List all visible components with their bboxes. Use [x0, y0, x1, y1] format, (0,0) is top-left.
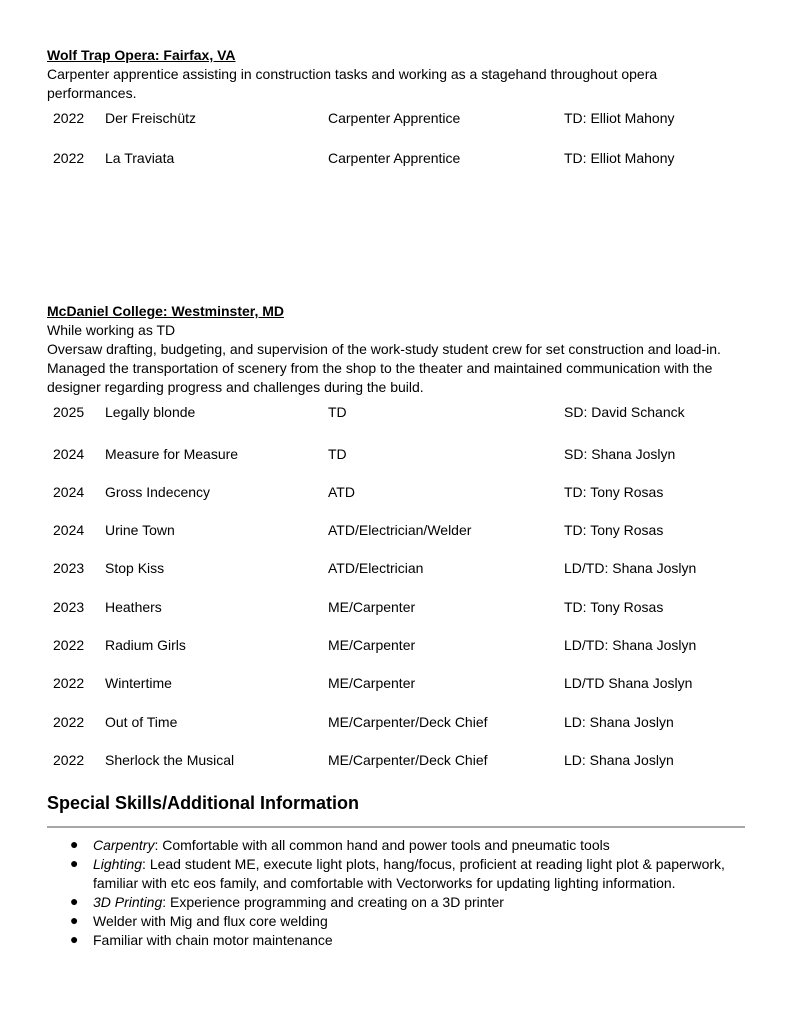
credit-year: 2022 [53, 110, 85, 126]
credit-contact: TD: Tony Rosas [564, 599, 664, 615]
credit-contact: TD: Tony Rosas [564, 522, 664, 538]
credit-title: Sherlock the Musical [105, 752, 235, 768]
mcdaniel-description-line-3: Managed the transportation of scenery from the shop to the theater and maintained communication with the [47, 360, 713, 376]
credit-contact: TD: Elliot Mahony [564, 150, 675, 166]
skill-text: : Comfortable with all common hand and power tools and pneumatic tools [154, 837, 610, 853]
skill-text: : Lead student ME, execute light plots, hang/focus, proficient at reading light plot & paperwork, familiar with etc eos family, and comfortable with Vectorworks for updating lighting information. [93, 856, 725, 891]
credit-contact: LD/TD Shana Joslyn [564, 675, 693, 691]
credit-title: Radium Girls [105, 637, 186, 653]
credit-year: 2022 [53, 714, 85, 730]
credit-role: ME/Carpenter [328, 675, 416, 691]
credit-year: 2023 [53, 599, 85, 615]
credit-contact: LD: Shana Joslyn [564, 752, 674, 768]
credit-contact: TD: Tony Rosas [564, 484, 664, 500]
credit-role: Carpenter Apprentice [328, 150, 461, 166]
divider [47, 826, 745, 828]
section-heading-wolf-trap: Wolf Trap Opera: Fairfax, VA [47, 47, 236, 63]
credit-role: ME/Carpenter/Deck Chief [328, 714, 488, 730]
credit-year: 2024 [53, 446, 85, 462]
credit-year: 2025 [53, 404, 85, 420]
credit-title: Stop Kiss [105, 560, 165, 576]
credit-title: Measure for Measure [105, 446, 239, 462]
credit-contact: LD/TD: Shana Joslyn [564, 637, 697, 653]
credit-role: Carpenter Apprentice [328, 110, 461, 126]
wolf-trap-description-line-2: performances. [47, 85, 137, 101]
credit-role: ME/Carpenter [328, 599, 416, 615]
credit-title: Legally blonde [105, 404, 196, 420]
bullet-icon: ● [70, 931, 79, 947]
credit-role: TD [328, 446, 347, 462]
bullet-icon: ● [70, 836, 79, 852]
credit-title: Heathers [105, 599, 162, 615]
credit-title: Out of Time [105, 714, 178, 730]
skills-heading: Special Skills/Additional Information [47, 793, 360, 813]
bullet-icon: ● [70, 893, 79, 909]
mcdaniel-description-line-2: Oversaw drafting, budgeting, and supervision of the work-study student crew for set construction and load-in. [47, 341, 721, 357]
credit-contact: SD: Shana Joslyn [564, 446, 676, 462]
credit-year: 2022 [53, 150, 85, 166]
credit-role: ME/Carpenter [328, 637, 416, 653]
section-heading-mcdaniel: McDaniel College: Westminster, MD [47, 303, 285, 319]
skill-text: Familiar with chain motor maintenance [93, 932, 333, 948]
credit-role: ME/Carpenter/Deck Chief [328, 752, 488, 768]
credit-year: 2022 [53, 637, 85, 653]
skill-label: Carpentry [93, 837, 155, 853]
credit-year: 2022 [53, 675, 85, 691]
credit-year: 2023 [53, 560, 85, 576]
skill-text: : Experience programming and creating on a 3D printer [162, 894, 504, 910]
credit-year: 2024 [53, 484, 85, 500]
credit-title: Gross Indecency [105, 484, 211, 500]
credit-title: Der Freischütz [105, 110, 197, 126]
credit-role: ATD/Electrician [328, 560, 424, 576]
skill-label: Lighting [93, 856, 143, 872]
credit-year: 2022 [53, 752, 85, 768]
credit-contact: LD/TD: Shana Joslyn [564, 560, 697, 576]
credit-role: ATD/Electrician/Welder [328, 522, 472, 538]
skill-label: 3D Printing [93, 894, 163, 910]
credit-contact: LD: Shana Joslyn [564, 714, 674, 730]
mcdaniel-description-line-1: While working as TD [47, 322, 176, 338]
credit-title: Wintertime [105, 675, 172, 691]
credit-contact: TD: Elliot Mahony [564, 110, 675, 126]
credit-year: 2024 [53, 522, 85, 538]
credit-contact: SD: David Schanck [564, 404, 685, 420]
credit-title: La Traviata [105, 150, 175, 166]
mcdaniel-description-line-4: designer regarding progress and challenges during the build. [47, 379, 424, 395]
bullet-icon: ● [70, 912, 79, 928]
skill-text: Welder with Mig and flux core welding [93, 913, 328, 929]
credit-role: ATD [328, 484, 355, 500]
bullet-icon: ● [70, 855, 79, 871]
credit-title: Urine Town [105, 522, 175, 538]
credit-role: TD [328, 404, 347, 420]
wolf-trap-description-line-1: Carpenter apprentice assisting in construction tasks and working as a stagehand throughout opera [47, 66, 658, 82]
